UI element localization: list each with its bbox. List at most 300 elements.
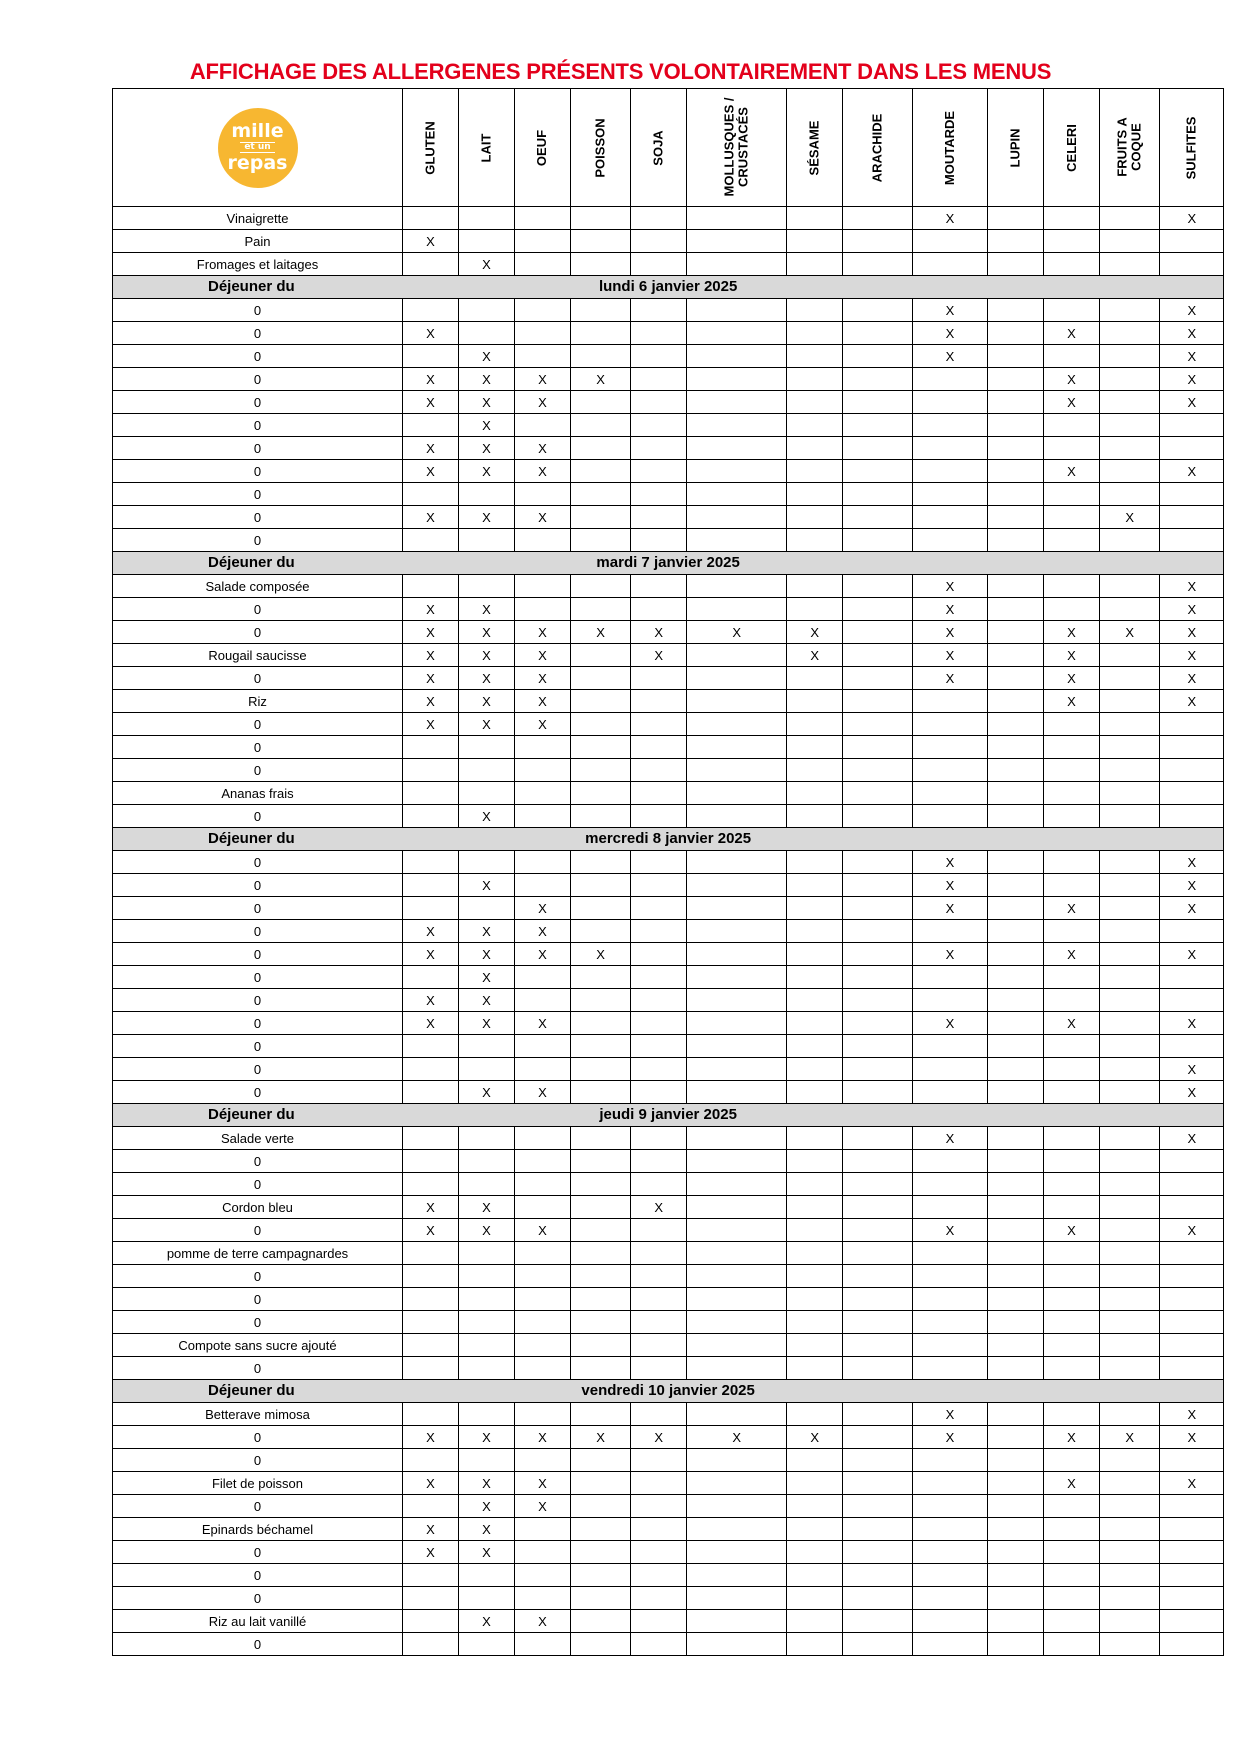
table-row — [113, 1219, 1224, 1242]
allergen-cell — [1099, 1587, 1159, 1610]
allergen-cell — [631, 1150, 687, 1173]
allergen-cell — [515, 230, 571, 253]
table-row — [113, 1242, 1224, 1265]
allergen-cell — [1099, 414, 1159, 437]
allergen-cell — [1043, 575, 1099, 598]
dish-name: 0 — [113, 1633, 403, 1656]
allergen-cell — [515, 805, 571, 828]
allergen-cell — [912, 713, 987, 736]
allergen-cell — [912, 805, 987, 828]
allergen-cell — [987, 736, 1043, 759]
allergen-cell — [787, 1150, 843, 1173]
allergen-cell — [631, 529, 687, 552]
allergen-cell — [987, 253, 1043, 276]
allergen-cell — [687, 736, 787, 759]
allergen-mark: X — [403, 943, 459, 966]
allergen-cell — [515, 759, 571, 782]
allergen-cell — [687, 690, 787, 713]
allergen-mark: X — [1099, 506, 1159, 529]
allergen-cell — [843, 437, 913, 460]
allergen-cell — [1043, 1357, 1099, 1380]
allergen-cell — [912, 782, 987, 805]
allergen-mark: X — [912, 207, 987, 230]
logo-line-1: mille — [231, 120, 284, 142]
allergen-cell — [459, 1357, 515, 1380]
allergen-mark: X — [912, 575, 987, 598]
allergen-cell — [515, 1403, 571, 1426]
allergen-mark: X — [459, 1081, 515, 1104]
allergen-cell — [459, 1058, 515, 1081]
allergen-cell — [787, 1495, 843, 1518]
table-row — [113, 943, 1224, 966]
allergen-cell — [912, 1081, 987, 1104]
allergen-cell — [1043, 414, 1099, 437]
allergen-cell — [1043, 1334, 1099, 1357]
allergen-cell — [1043, 1403, 1099, 1426]
allergen-mark: X — [912, 598, 987, 621]
allergen-cell — [912, 1564, 987, 1587]
allergen-mark: X — [1043, 1472, 1099, 1495]
allergen-cell — [631, 345, 687, 368]
allergen-cell — [912, 1265, 987, 1288]
allergen-cell — [571, 851, 631, 874]
allergen-cell — [912, 1173, 987, 1196]
allergen-cell — [843, 782, 913, 805]
table-row — [113, 299, 1224, 322]
allergen-cell — [631, 782, 687, 805]
table-row — [113, 1541, 1224, 1564]
allergen-cell — [459, 736, 515, 759]
allergen-cell — [571, 759, 631, 782]
allergen-cell — [459, 575, 515, 598]
allergen-mark: X — [459, 920, 515, 943]
table-row — [113, 368, 1224, 391]
allergen-mark: X — [403, 621, 459, 644]
allergen-cell — [687, 1150, 787, 1173]
allergen-cell — [843, 966, 913, 989]
allergen-cell — [987, 1610, 1043, 1633]
day-header — [113, 276, 1224, 299]
allergen-cell — [515, 736, 571, 759]
allergen-cell — [787, 713, 843, 736]
allergen-cell — [787, 736, 843, 759]
allergen-cell — [787, 874, 843, 897]
allergen-cell — [403, 1610, 459, 1633]
allergen-cell — [987, 230, 1043, 253]
allergen-cell — [687, 644, 787, 667]
table-row — [113, 483, 1224, 506]
allergen-cell — [515, 575, 571, 598]
allergen-mark: X — [459, 437, 515, 460]
allergen-cell — [403, 529, 459, 552]
allergen-cell — [403, 782, 459, 805]
allergen-cell — [631, 1058, 687, 1081]
allergen-cell — [687, 1173, 787, 1196]
dish-name: 0 — [113, 322, 403, 345]
allergen-cell — [843, 1610, 913, 1633]
allergen-mark: X — [1160, 1058, 1224, 1081]
table-row — [113, 598, 1224, 621]
dish-name: 0 — [113, 874, 403, 897]
allergen-cell — [631, 897, 687, 920]
allergen-cell — [515, 966, 571, 989]
allergen-cell — [631, 1035, 687, 1058]
allergen-mark: X — [1160, 368, 1224, 391]
allergen-cell — [1043, 782, 1099, 805]
allergen-cell — [843, 690, 913, 713]
table-row — [113, 1564, 1224, 1587]
allergen-cell — [403, 253, 459, 276]
column-header-oeuf — [515, 89, 571, 207]
table-row — [113, 1357, 1224, 1380]
allergen-cell — [1099, 805, 1159, 828]
day-prefix: Déjeuner du — [208, 278, 295, 295]
allergen-cell — [1160, 1311, 1224, 1334]
allergen-cell — [843, 345, 913, 368]
allergen-cell — [987, 690, 1043, 713]
allergen-mark: X — [1160, 1012, 1224, 1035]
allergen-mark: X — [403, 1541, 459, 1564]
allergen-mark: X — [912, 667, 987, 690]
allergen-cell — [571, 1081, 631, 1104]
day-header-row — [113, 1380, 1224, 1403]
allergen-cell — [571, 1311, 631, 1334]
allergen-mark: X — [459, 621, 515, 644]
allergen-mark: X — [515, 506, 571, 529]
allergen-cell — [515, 874, 571, 897]
allergen-cell — [787, 345, 843, 368]
allergen-cell — [571, 322, 631, 345]
day-prefix: Déjeuner du — [208, 1106, 295, 1123]
dish-name: 0 — [113, 1288, 403, 1311]
allergen-mark: X — [912, 621, 987, 644]
dish-name: 0 — [113, 966, 403, 989]
table-row — [113, 851, 1224, 874]
allergen-mark: X — [403, 598, 459, 621]
allergen-cell — [843, 851, 913, 874]
allergen-cell — [459, 299, 515, 322]
column-header-lait — [459, 89, 515, 207]
allergen-cell — [1160, 736, 1224, 759]
allergen-cell — [1099, 1173, 1159, 1196]
allergen-cell — [843, 368, 913, 391]
allergen-cell — [1099, 368, 1159, 391]
allergen-cell — [1099, 1495, 1159, 1518]
allergen-cell — [631, 460, 687, 483]
dish-name: 0 — [113, 391, 403, 414]
allergen-cell — [687, 966, 787, 989]
allergen-cell — [843, 230, 913, 253]
allergen-cell — [631, 851, 687, 874]
dish-name: 0 — [113, 345, 403, 368]
allergen-cell — [843, 1311, 913, 1334]
allergen-cell — [687, 920, 787, 943]
table-row — [113, 1426, 1224, 1449]
allergen-mark: X — [1160, 299, 1224, 322]
allergen-mark: X — [459, 506, 515, 529]
allergen-cell — [571, 1541, 631, 1564]
allergen-cell — [1160, 1449, 1224, 1472]
allergen-cell — [987, 483, 1043, 506]
allergen-mark: X — [403, 989, 459, 1012]
allergen-mark: X — [571, 621, 631, 644]
table-row — [113, 253, 1224, 276]
allergen-cell — [987, 782, 1043, 805]
allergen-cell — [843, 644, 913, 667]
allergen-mark: X — [515, 1426, 571, 1449]
allergen-cell — [1160, 782, 1224, 805]
table-row — [113, 644, 1224, 667]
allergen-cell — [1043, 345, 1099, 368]
allergen-cell — [571, 644, 631, 667]
allergen-cell — [515, 529, 571, 552]
allergen-cell — [987, 759, 1043, 782]
allergen-cell — [403, 1081, 459, 1104]
allergen-cell — [687, 1449, 787, 1472]
allergen-mark: X — [787, 621, 843, 644]
allergen-cell — [687, 1495, 787, 1518]
allergen-cell — [1043, 1311, 1099, 1334]
allergen-mark: X — [403, 1219, 459, 1242]
allergen-cell — [987, 943, 1043, 966]
allergen-cell — [631, 920, 687, 943]
allergen-cell — [1099, 437, 1159, 460]
allergen-cell — [515, 1587, 571, 1610]
dish-name: 0 — [113, 1081, 403, 1104]
allergen-mark: X — [1043, 1012, 1099, 1035]
allergen-cell — [912, 1058, 987, 1081]
allergen-cell — [912, 1495, 987, 1518]
allergen-mark: X — [459, 966, 515, 989]
allergen-mark: X — [912, 1219, 987, 1242]
allergen-cell — [631, 483, 687, 506]
dish-name: 0 — [113, 1035, 403, 1058]
allergen-cell — [631, 1403, 687, 1426]
allergen-cell — [631, 690, 687, 713]
table-row — [113, 920, 1224, 943]
allergen-cell — [571, 230, 631, 253]
allergen-cell — [987, 1587, 1043, 1610]
allergen-cell — [631, 1265, 687, 1288]
allergen-cell — [987, 851, 1043, 874]
table-row — [113, 621, 1224, 644]
allergen-cell — [1099, 713, 1159, 736]
allergen-cell — [687, 1541, 787, 1564]
allergen-cell — [787, 253, 843, 276]
allergen-mark: X — [912, 851, 987, 874]
allergen-cell — [687, 1196, 787, 1219]
allergen-cell — [843, 253, 913, 276]
table-row — [113, 1403, 1224, 1426]
dish-name: 0 — [113, 1150, 403, 1173]
allergen-mark: X — [1043, 368, 1099, 391]
allergen-cell — [1099, 897, 1159, 920]
table-row — [113, 759, 1224, 782]
allergen-mark: X — [515, 1081, 571, 1104]
allergen-cell — [912, 1288, 987, 1311]
allergen-cell — [571, 1219, 631, 1242]
allergen-cell — [403, 414, 459, 437]
allergen-cell — [515, 989, 571, 1012]
allergen-cell — [687, 368, 787, 391]
allergen-cell — [403, 1150, 459, 1173]
header-row — [113, 89, 1224, 207]
allergen-mark: X — [515, 1495, 571, 1518]
table-row — [113, 322, 1224, 345]
allergen-cell — [403, 1173, 459, 1196]
allergen-cell — [571, 1495, 631, 1518]
allergen-cell — [1043, 966, 1099, 989]
allergen-cell — [1043, 253, 1099, 276]
allergen-cell — [687, 299, 787, 322]
allergen-cell — [515, 345, 571, 368]
allergen-cell — [1043, 713, 1099, 736]
allergen-cell — [1099, 1035, 1159, 1058]
allergen-cell — [843, 1403, 913, 1426]
allergen-cell — [515, 1035, 571, 1058]
allergen-cell — [987, 1242, 1043, 1265]
allergen-cell — [843, 575, 913, 598]
allergen-mark: X — [1160, 874, 1224, 897]
allergen-cell — [687, 253, 787, 276]
allergen-cell — [1099, 690, 1159, 713]
allergen-cell — [1099, 1081, 1159, 1104]
allergen-mark: X — [459, 1426, 515, 1449]
dish-name: 0 — [113, 460, 403, 483]
dish-name: 0 — [113, 1357, 403, 1380]
allergen-mark: X — [459, 1012, 515, 1035]
allergen-cell — [912, 690, 987, 713]
allergen-mark: X — [631, 1426, 687, 1449]
allergen-cell — [787, 506, 843, 529]
allergen-cell — [1099, 1265, 1159, 1288]
day-date: mardi 7 janvier 2025 — [596, 554, 740, 571]
allergen-cell — [631, 1012, 687, 1035]
allergen-mark: X — [1160, 1127, 1224, 1150]
allergen-cell — [459, 1265, 515, 1288]
column-header-label: POISSON — [592, 117, 608, 178]
allergen-cell — [459, 1288, 515, 1311]
day-date: mercredi 8 janvier 2025 — [585, 830, 752, 847]
table-row — [113, 345, 1224, 368]
allergen-cell — [687, 1127, 787, 1150]
allergen-cell — [787, 391, 843, 414]
allergen-cell — [787, 943, 843, 966]
allergen-cell — [1099, 920, 1159, 943]
allergen-cell — [571, 506, 631, 529]
allergen-cell — [687, 1518, 787, 1541]
dish-name: 0 — [113, 805, 403, 828]
allergen-cell — [687, 230, 787, 253]
allergen-cell — [631, 759, 687, 782]
allergen-mark: X — [459, 1196, 515, 1219]
allergen-cell — [787, 1265, 843, 1288]
allergen-cell — [459, 1403, 515, 1426]
column-header-label: MOLLUSQUES / CRUSTACÉS — [721, 97, 751, 196]
allergen-cell — [987, 322, 1043, 345]
allergen-mark: X — [459, 644, 515, 667]
allergen-mark: X — [515, 1472, 571, 1495]
column-header-label: CELERI — [1063, 123, 1079, 172]
allergen-cell — [843, 1518, 913, 1541]
allergen-cell — [912, 483, 987, 506]
dish-name: Betterave mimosa — [113, 1403, 403, 1426]
allergen-cell — [687, 529, 787, 552]
day-header — [113, 552, 1224, 575]
allergen-mark: X — [912, 299, 987, 322]
dish-name: 0 — [113, 1495, 403, 1518]
allergen-mark: X — [1160, 391, 1224, 414]
dish-name: 0 — [113, 943, 403, 966]
allergen-mark: X — [1043, 391, 1099, 414]
allergen-mark: X — [515, 713, 571, 736]
table-row — [113, 1334, 1224, 1357]
allergen-cell — [1043, 483, 1099, 506]
allergen-cell — [631, 1219, 687, 1242]
day-prefix: Déjeuner du — [208, 1382, 295, 1399]
allergen-cell — [1099, 1403, 1159, 1426]
allergen-mark: X — [459, 368, 515, 391]
allergen-cell — [571, 345, 631, 368]
allergen-cell — [987, 529, 1043, 552]
allergen-cell — [987, 1012, 1043, 1035]
allergen-cell — [1160, 1564, 1224, 1587]
allergen-cell — [687, 598, 787, 621]
allergen-cell — [843, 1242, 913, 1265]
column-header-sulfites — [1160, 89, 1224, 207]
allergen-cell — [1043, 1035, 1099, 1058]
dish-name: Ananas frais — [113, 782, 403, 805]
allergen-mark: X — [1043, 943, 1099, 966]
allergen-mark: X — [459, 1495, 515, 1518]
allergen-cell — [571, 598, 631, 621]
allergen-cell — [1043, 598, 1099, 621]
allergen-cell — [1160, 1587, 1224, 1610]
allergen-mark: X — [515, 1012, 571, 1035]
allergen-cell — [987, 506, 1043, 529]
day-date: vendredi 10 janvier 2025 — [581, 1382, 755, 1399]
allergen-cell — [1160, 414, 1224, 437]
allergen-cell — [687, 322, 787, 345]
allergen-cell — [571, 414, 631, 437]
allergen-cell — [912, 1587, 987, 1610]
allergen-mark: X — [459, 1610, 515, 1633]
column-header-s-same — [787, 89, 843, 207]
allergen-cell — [1099, 207, 1159, 230]
allergen-mark: X — [515, 1219, 571, 1242]
day-header-row — [113, 552, 1224, 575]
allergen-mark: X — [459, 713, 515, 736]
allergen-mark: X — [1160, 1426, 1224, 1449]
allergen-mark: X — [1160, 598, 1224, 621]
allergen-cell — [1043, 1150, 1099, 1173]
allergen-mark: X — [631, 1196, 687, 1219]
column-header-label: MOUTARDE — [941, 110, 957, 185]
dish-name: 0 — [113, 368, 403, 391]
allergen-cell — [787, 1196, 843, 1219]
column-header-gluten — [403, 89, 459, 207]
allergen-mark: X — [912, 943, 987, 966]
column-header-label: LUPIN — [1007, 128, 1023, 167]
allergen-cell — [1099, 667, 1159, 690]
allergen-cell — [687, 1587, 787, 1610]
allergen-cell — [631, 943, 687, 966]
allergen-cell — [787, 851, 843, 874]
allergen-mark: X — [403, 1518, 459, 1541]
dish-name: 0 — [113, 506, 403, 529]
allergen-cell — [571, 690, 631, 713]
allergen-cell — [987, 345, 1043, 368]
